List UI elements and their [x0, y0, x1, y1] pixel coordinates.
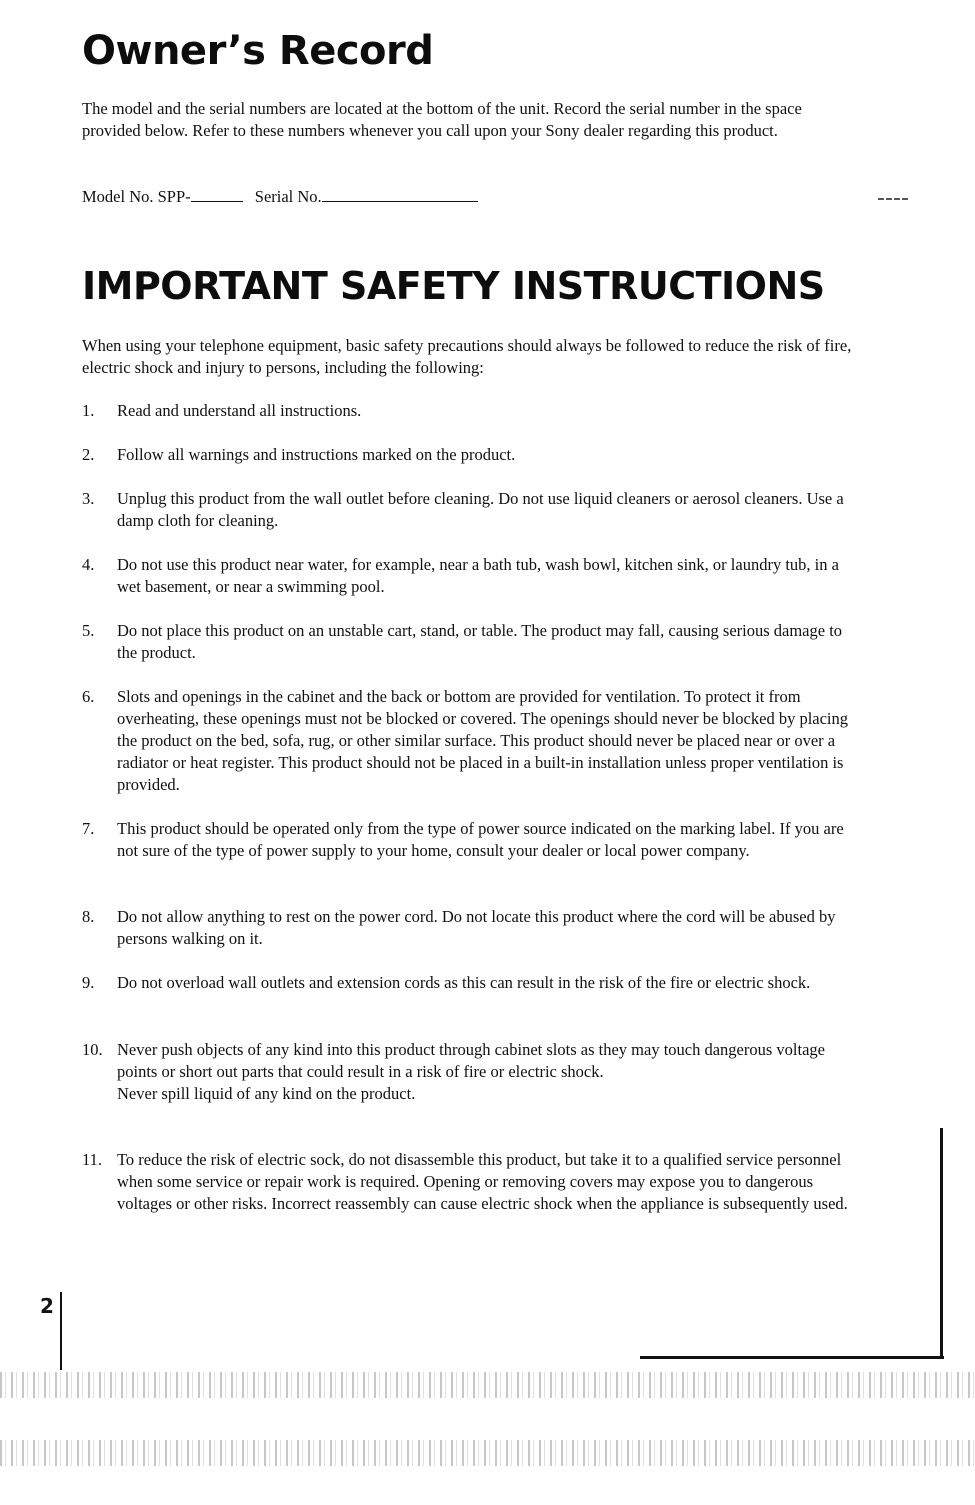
item-text: Do not place this product on an unstable cart, stand, or table. The product may fall, causing serious damage to the product.: [117, 621, 843, 662]
item-text: Do not overload wall outlets and extension cords as this can result in the risk of the fire or electric shock.: [117, 973, 811, 992]
page-number: 2: [40, 1294, 54, 1318]
list-item: [82, 400, 862, 422]
item-number: 6.: [82, 687, 95, 706]
item-number: 1.: [82, 401, 95, 420]
serial-blank: [322, 187, 478, 202]
item-number: 4.: [82, 555, 95, 574]
model-blank: [191, 187, 243, 202]
item-text: Do not allow anything to rest on the power cord. Do not locate this product where the cord will be abused by persons walking on it.: [117, 907, 836, 948]
model-label: Model No. SPP-: [82, 187, 191, 206]
list-item: [82, 818, 862, 862]
item-number: 7.: [82, 819, 95, 838]
safety-intro: When using your telephone equipment, basic safety precautions should always be followed to reduce the risk of fire, electric shock and injury to persons, including the following:: [82, 336, 852, 377]
list-item: [82, 1149, 862, 1215]
item-number: 2.: [82, 445, 95, 464]
item-text-note: Never spill liquid of any kind on the product.: [117, 1084, 416, 1103]
page-margin-rule: [60, 1292, 62, 1370]
item-text: Never push objects of any kind into this product through cabinet slots as they may touch dangerous voltage points or short out parts that could result in a risk of fire or electric shock.: [117, 1040, 825, 1081]
item-number: 3.: [82, 489, 95, 508]
item-text: Unplug this product from the wall outlet before cleaning. Do not use liquid cleaners or aerosol cleaners. Use a damp cloth for cleaning.: [117, 489, 844, 530]
list-item: [82, 1039, 862, 1105]
scan-mark: [878, 198, 908, 202]
right-margin-rule: [940, 1128, 943, 1358]
list-item: [82, 620, 862, 664]
list-item: [82, 488, 862, 532]
list-item: [82, 686, 862, 796]
safety-instructions-heading: IMPORTANT SAFETY INSTRUCTIONS: [82, 264, 825, 308]
owners-record-text: The model and the serial numbers are located at the bottom of the unit. Record the serial number in the space provided below. Refer to these numbers whenever you call upon your Sony dealer regarding this product.: [82, 99, 802, 140]
owners-record-heading: Owner’s Record: [82, 28, 434, 74]
item-number: 9.: [82, 973, 95, 992]
item-number: 10.: [82, 1040, 103, 1059]
list-item: [82, 972, 862, 994]
item-number: 11.: [82, 1150, 103, 1169]
item-text: Follow all warnings and instructions marked on the product.: [117, 445, 516, 464]
list-item: [82, 444, 862, 466]
scan-noise-band: [0, 1440, 975, 1466]
serial-label: Serial No.: [254, 187, 322, 206]
item-text: Read and understand all instructions.: [117, 401, 362, 420]
bottom-rule: [640, 1356, 944, 1359]
scan-noise-band: [0, 1372, 975, 1398]
item-text: This product should be operated only from the type of power source indicated on the marking label. If you are not sure of the type of power supply to your home, consult your dealer or local power company.: [117, 819, 844, 860]
list-item: [82, 906, 862, 950]
model-serial-line: [82, 187, 478, 207]
item-text: To reduce the risk of electric sock, do not disassemble this product, but take it to a qualified service personnel when some service or repair work is required. Opening or removing covers may expose you to dangerous voltages or other risks. Incorrect reassembly can cause electric shock when the appliance is subsequently used.: [117, 1150, 848, 1213]
item-number: 8.: [82, 907, 95, 926]
item-text: Do not use this product near water, for example, near a bath tub, wash bowl, kitchen sink, or laundry tub, in a wet basement, or near a swimming pool.: [117, 555, 839, 596]
item-number: 5.: [82, 621, 95, 640]
item-text: Slots and openings in the cabinet and the back or bottom are provided for ventilation. To protect it from overheating, these openings must not be blocked or covered. The openings should never be blocked by placing the product on the bed, sofa, rug, or other similar surface. This product should never be placed near or over a radiator or heat register. This product should not be placed in a built-in installation unless proper ventilation is provided.: [117, 687, 849, 794]
list-item: [82, 554, 862, 598]
